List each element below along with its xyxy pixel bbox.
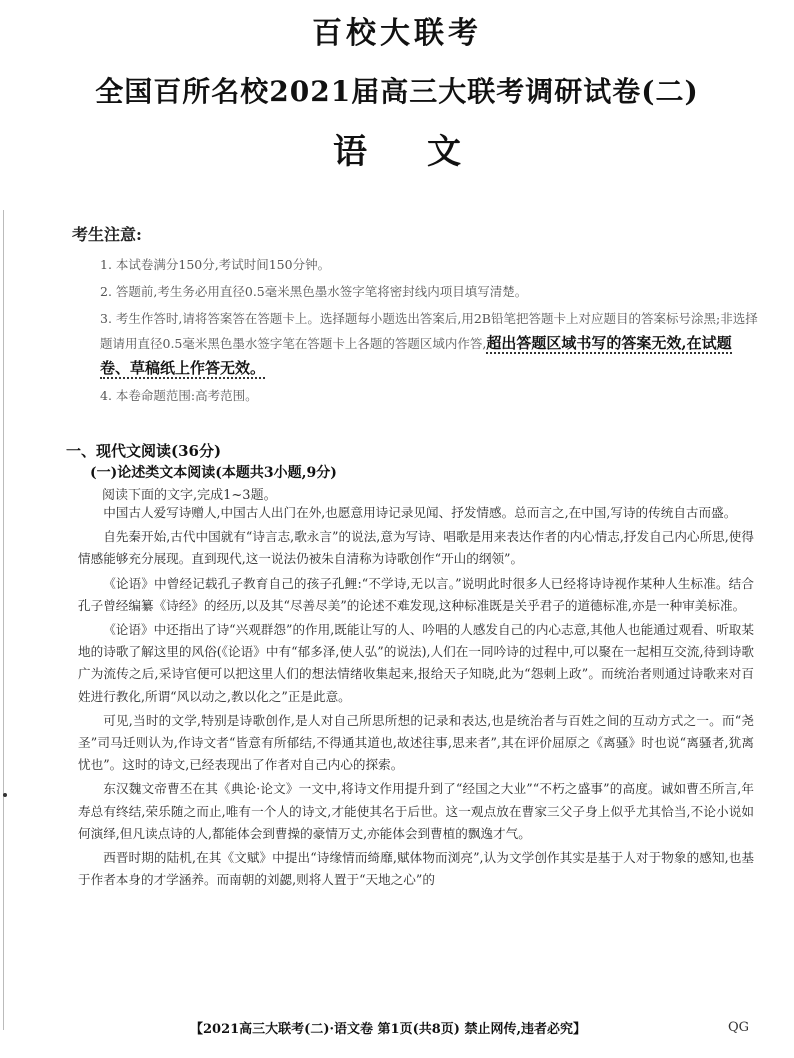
page-footer: 【2021高三大联考(二)·语文卷 第1页(共8页) 禁止网传,违者必究】 xyxy=(190,1022,586,1037)
notice-item: 4. 本卷命题范围:高考范围。 xyxy=(100,388,258,403)
notice-list xyxy=(100,252,760,410)
notice-item: 2. 答题前,考生务必用直径0.5毫米黑色墨水签字笔将密封线内项目填写清楚。 xyxy=(100,284,528,299)
passage-paragraph: 可见,当时的文学,特别是诗歌创作,是人对自己所思所想的记录和表达,也是统治者与百姓之间的互动方式之一。而“尧圣”司马迁则认为,作诗文者“皆意有所郁结,不得通其道也,故述往事,思来者”,其在评价屈原之《离骚》时也说“离骚者,犹离忧也”。这时的诗文,已经表现出了作者对自己内心的探索。 xyxy=(78,712,754,773)
section-heading: 一、现代文阅读(36分) xyxy=(66,442,222,460)
passage-paragraph: 中国古人爱写诗赠人,中国古人出门在外,也愿意用诗记录见闻、抒发情感。总而言之,在中国,写诗的传统自古而盛。 xyxy=(103,505,737,520)
reading-passage xyxy=(78,502,754,893)
margin-rule xyxy=(3,210,4,1030)
passage-paragraph: 东汉魏文帝曹丕在其《典论·论文》一文中,将诗文作用提升到了“经国之大业”“不朽之盛事”的高度。诚如曹丕所言,年寿总有终结,荣乐随之而止,唯有一个人的诗文,才能使其名于后世。这一观点放在曹家三父子身上似乎尤其恰当,不论小说如何演绎,但凡读点诗的人,都能体会到曹操的豪情万丈,亦能体会到曹植的飘逸才气。 xyxy=(78,781,754,841)
footer-code: QG xyxy=(728,1020,750,1035)
exam-title: 全国百所名校2021届高三大联考调研试卷(二) xyxy=(95,75,699,108)
notice-heading: 考生注意: xyxy=(72,225,142,244)
masthead: 百校大联考 xyxy=(312,16,482,51)
passage-paragraph: 西晋时期的陆机,在其《文赋》中提出“诗缘情而绮靡,赋体物而浏亮”,认为文学创作其实是基于人对于物象的感知,也基于作者本身的才学涵养。而南朝的刘勰,则将人置于“天地之心”的 xyxy=(78,850,754,888)
subject-title: 语文 xyxy=(333,132,521,172)
sub-heading: (一)论述类文本阅读(本题共3小题,9分) xyxy=(90,465,337,481)
reading-instruction: 阅读下面的文字,完成1~3题。 xyxy=(102,488,277,503)
passage-paragraph: 《论语》中曾经记载孔子教育自己的孩子孔鲤:“不学诗,无以言。”说明此时很多人已经将诗诗视作某种人生标准。结合孔子曾经编纂《诗经》的经历,以及其“尽善尽美”的论述不难发现,这种标准既是关乎君子的道德标准,亦是一种审美标准。 xyxy=(78,575,754,613)
notice-item: 1. 本试卷满分150分,考试时间150分钟。 xyxy=(100,257,331,272)
passage-paragraph: 《论语》中还指出了诗“兴观群怨”的作用,既能让写的人、吟唱的人感发自己的内心志意,其他人也能通过观看、听取某地的诗歌了解这里的风俗(《论语》中有“郁多泽,使人弘”的说法),人们在一同吟诗的过程中,可以聚在一起相互交流,待到诗歌广为流传之后,采诗官便可以把这里人们的想法情绪收集起来,报给天子知晓,此为“怨刺上政”。而统治者则通过诗歌来对百姓进行教化,所谓“风以动之,教以化之”正是此意。 xyxy=(78,622,754,704)
notice-item xyxy=(100,306,760,381)
notice-item-emphasis: 超出答题区域书写的答案无效,在试题卷、草稿纸上作答无效。 xyxy=(100,334,732,377)
margin-mark xyxy=(3,793,7,797)
notice-item-text: 3. 考生作答时,请将答案答在答题卡上。选择题每小题选出答案后,用2B铅笔把答题卡上对应题目的答案标号涂黑;非选择题请用直径0.5毫米黑色墨水签字笔在答题卡上各题的答题区域内作答, xyxy=(100,311,758,351)
passage-paragraph: 自先秦开始,古代中国就有“诗言志,歌永言”的说法,意为写诗、唱歌是用来表达作者的内心情志,抒发自己内心所思,使得情感能够充分展现。直到现代,这一说法仍被朱自清称为诗歌创作“开山的纲领”。 xyxy=(78,529,754,567)
